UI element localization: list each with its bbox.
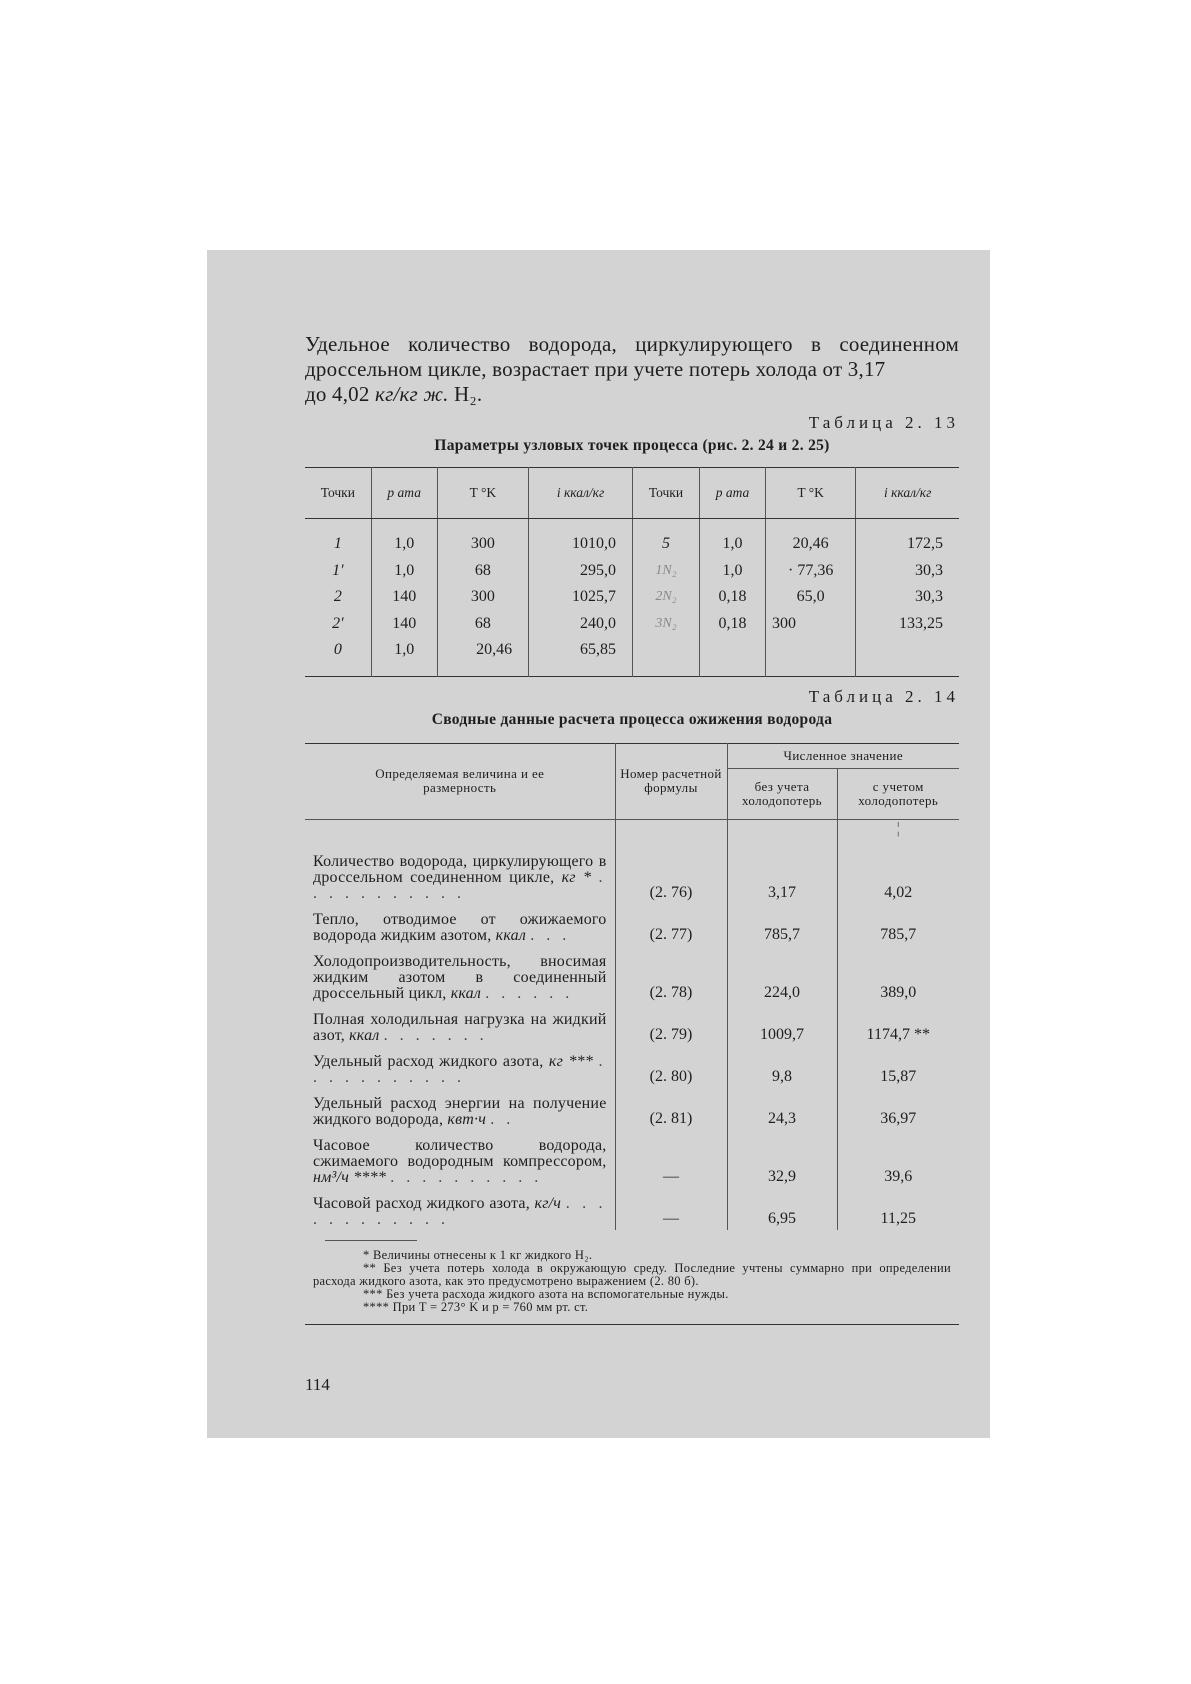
- footnote-block: [305, 1249, 959, 1324]
- cell: 30,3: [856, 584, 959, 611]
- footnote-rule: [325, 1240, 417, 1241]
- intro-unit: кг/кг ж.: [375, 382, 449, 406]
- col-header: T °K: [437, 468, 528, 519]
- quantity-cell: [305, 1088, 615, 1130]
- col-header-with-losses: с учетом холодопотерь: [837, 768, 959, 819]
- cell: 68: [437, 611, 528, 638]
- intro-line-1: Удельное количество водорода, циркулирующего в соединенном: [305, 332, 959, 356]
- quantity-unit: кг ***: [548, 1052, 594, 1070]
- value-without-cell: 1009,7: [727, 1004, 837, 1046]
- cell: 1025,7: [529, 584, 633, 611]
- quantity-unit: квт·ч: [447, 1110, 487, 1128]
- table-2-13: [305, 467, 959, 677]
- cell: 300: [437, 531, 528, 558]
- table-row: [305, 1046, 959, 1088]
- quantity-unit: кг/ч: [534, 1194, 562, 1212]
- table-2-14: [305, 743, 959, 1325]
- cell: 68: [437, 558, 528, 585]
- table-2-13-caption: Таблица 2. 13: [808, 413, 959, 432]
- col-header: Точки: [305, 468, 371, 519]
- table-row: [305, 1004, 959, 1046]
- cell: 2: [333, 588, 342, 606]
- table-row: [305, 611, 959, 638]
- value-with-cell: 36,97: [837, 1088, 959, 1130]
- quantity-cell: [305, 1130, 615, 1188]
- table-row: [305, 904, 959, 946]
- page-content: [305, 332, 959, 1325]
- col-header: T °K: [765, 468, 855, 519]
- cell: 172,5: [856, 531, 959, 558]
- table-2-14-caption: Таблица 2. 14: [808, 686, 959, 706]
- quantity-cell: [305, 946, 615, 1004]
- intro-line-3-end: H₂.: [448, 382, 483, 406]
- quantity-cell: [305, 904, 615, 946]
- intro-line-3: [305, 382, 959, 407]
- footnotes: [305, 1230, 959, 1325]
- cell: [699, 637, 765, 664]
- quantity-unit: нм³/ч ****: [313, 1168, 387, 1186]
- leader-dots: . . . . . .: [485, 984, 574, 1002]
- cell: 295,0: [529, 558, 633, 585]
- cell: 1N₂: [632, 558, 699, 585]
- col-header: i ккал/кг: [529, 468, 633, 519]
- cell: 3N₂: [632, 611, 699, 638]
- value-without-cell: 3,17: [727, 846, 837, 904]
- value-with-cell: 15,87: [837, 1046, 959, 1088]
- page-number: 114: [305, 1375, 330, 1394]
- value-without-cell: 785,7: [727, 904, 837, 946]
- cell: 65,0: [765, 584, 855, 611]
- leader-dots: . . . . . . . . . . .: [313, 1052, 607, 1086]
- cell: [856, 637, 959, 664]
- leader-dots: . .: [490, 1110, 515, 1128]
- quantity-text: Часовое количество водорода, сжимаемого водородным компрессором,: [313, 1136, 607, 1170]
- quantity-unit: кг *: [561, 868, 592, 886]
- cell: 300: [765, 611, 855, 638]
- value-without-cell: 24,3: [727, 1088, 837, 1130]
- intro-line-2: дроссельном цикле, возрастает при учете потерь холода от 3,17: [305, 357, 886, 381]
- cell: 133,25: [856, 611, 959, 638]
- value-with-cell: 389,0: [837, 946, 959, 1004]
- formula-cell: (2. 77): [615, 904, 727, 946]
- cell: 0: [333, 641, 342, 659]
- table-header-row: [305, 468, 959, 519]
- col-header: p ата: [699, 468, 765, 519]
- cell: 30,3: [856, 558, 959, 585]
- quantity-unit: ккал: [450, 984, 482, 1002]
- quantity-text: Количество водорода, циркулирующего в дроссельном соединенном цикле,: [313, 852, 607, 886]
- leader-dots: . . . . . . . . . . . .: [313, 1194, 607, 1228]
- table-row: [305, 1130, 959, 1188]
- spacer-row: [305, 519, 959, 532]
- table-row: [305, 558, 959, 585]
- table-row: [305, 637, 959, 664]
- table-row: [305, 1088, 959, 1130]
- spacer-row: ¦: [305, 819, 959, 846]
- cell: 1,0: [699, 531, 765, 558]
- table-row: [305, 584, 959, 611]
- footnote-row: [305, 1230, 959, 1325]
- quantity-unit: ккал: [349, 1026, 380, 1044]
- cell: 140: [371, 584, 437, 611]
- cell: 1010,0: [529, 531, 633, 558]
- leader-dots: . . . . . . . . . .: [390, 1168, 543, 1186]
- intro-paragraph: [305, 332, 959, 407]
- cell: [632, 637, 699, 664]
- value-with-cell: 4,02: [837, 846, 959, 904]
- formula-cell: —: [615, 1130, 727, 1188]
- quantity-text: Удельный расход жидкого азота,: [313, 1052, 544, 1070]
- value-with-cell: 1174,7 **: [837, 1004, 959, 1046]
- quantity-unit: ккал: [495, 926, 527, 944]
- cell: 2′: [332, 614, 344, 632]
- col-header: p ата: [371, 468, 437, 519]
- table-row: [305, 946, 959, 1004]
- quantity-cell: [305, 1046, 615, 1088]
- table-row: [305, 1188, 959, 1230]
- formula-cell: (2. 80): [615, 1046, 727, 1088]
- cell: [765, 637, 855, 664]
- cell: 1,0: [371, 531, 437, 558]
- quantity-cell: [305, 1188, 615, 1230]
- quantity-text: Часовой расход жидкого азота,: [313, 1194, 530, 1212]
- value-with-cell: 39,6: [837, 1130, 959, 1188]
- table-2-14-title: Сводные данные расчета процесса ожижения водорода: [431, 710, 833, 728]
- cell: 1,0: [371, 558, 437, 585]
- cell: 20,46: [765, 531, 855, 558]
- quantity-text: Холодопроизводительность, вносимая жидким азотом в соединенный дроссельный цикл,: [313, 952, 607, 1002]
- leader-dots: . . . . . . .: [383, 1026, 488, 1044]
- quantity-text: Тепло, отводимое от ожижаемого водорода жидким азотом,: [313, 910, 607, 944]
- value-with-cell: 785,7: [837, 904, 959, 946]
- footnote-3: *** Без учета расхода жидкого азота на вспомогательные нужды.: [363, 1286, 729, 1301]
- col-header-numeric: Численное значение: [727, 743, 959, 768]
- cell: 20,46: [437, 637, 528, 664]
- cell: 2N₂: [632, 584, 699, 611]
- table-row: [305, 531, 959, 558]
- cell: 140: [371, 611, 437, 638]
- spacer-row: [305, 664, 959, 677]
- cell: 1: [333, 535, 342, 553]
- value-without-cell: 224,0: [727, 946, 837, 1004]
- cell: 5: [632, 531, 699, 558]
- intro-line-3-text: до 4,02: [305, 382, 376, 406]
- footnote-2: ** Без учета потерь холода в окружающую среду. Последние учтены суммарно при определении расхода жидкого азота, как это предусмотрено выражением (2. 80 б).: [313, 1260, 951, 1288]
- cell: 0,18: [699, 611, 765, 638]
- formula-cell: (2. 76): [615, 846, 727, 904]
- formula-cell: (2. 79): [615, 1004, 727, 1046]
- cell: 1,0: [371, 637, 437, 664]
- quantity-cell: [305, 1004, 615, 1046]
- formula-cell: (2. 81): [615, 1088, 727, 1130]
- col-header-formula: Номер расчетной формулы: [615, 743, 727, 819]
- scanned-page: [207, 250, 990, 1438]
- quantity-text: Полная холодильная нагрузка на жидкий азот,: [313, 1010, 607, 1044]
- col-header: Точки: [632, 468, 699, 519]
- leader-dots: . . .: [530, 926, 571, 944]
- value-without-cell: 6,95: [727, 1188, 837, 1230]
- cell: 300: [437, 584, 528, 611]
- col-header: i ккал/кг: [856, 468, 959, 519]
- cell: · 77,36: [765, 558, 855, 585]
- table-header-row: [305, 743, 959, 768]
- cell: 240,0: [529, 611, 633, 638]
- quantity-text: Удельный расход энергии на получение жидкого водорода,: [313, 1094, 607, 1128]
- footnote-4: **** При T = 273° K и p = 760 мм рт. ст.: [363, 1299, 589, 1314]
- col-header-quantity: Определяемая величина и ее размерность: [305, 743, 615, 819]
- value-without-cell: 32,9: [727, 1130, 837, 1188]
- footnote-1: * Величины отнесены к 1 кг жидкого H₂.: [363, 1247, 593, 1262]
- table-2-13-title: Параметры узловых точек процесса (рис. 2. 24 и 2. 25): [434, 437, 830, 454]
- leader-dots: . . . . . . . . . . .: [313, 868, 607, 902]
- cell: 65,85: [529, 637, 633, 664]
- cell: 1′: [332, 561, 344, 579]
- value-with-cell: 11,25: [837, 1188, 959, 1230]
- cell: 0,18: [699, 584, 765, 611]
- quantity-cell: [305, 846, 615, 904]
- cell: 1,0: [699, 558, 765, 585]
- formula-cell: (2. 78): [615, 946, 727, 1004]
- value-without-cell: 9,8: [727, 1046, 837, 1088]
- table-row: [305, 846, 959, 904]
- col-header-without-losses: без учета холодопотерь: [727, 768, 837, 819]
- formula-cell: —: [615, 1188, 727, 1230]
